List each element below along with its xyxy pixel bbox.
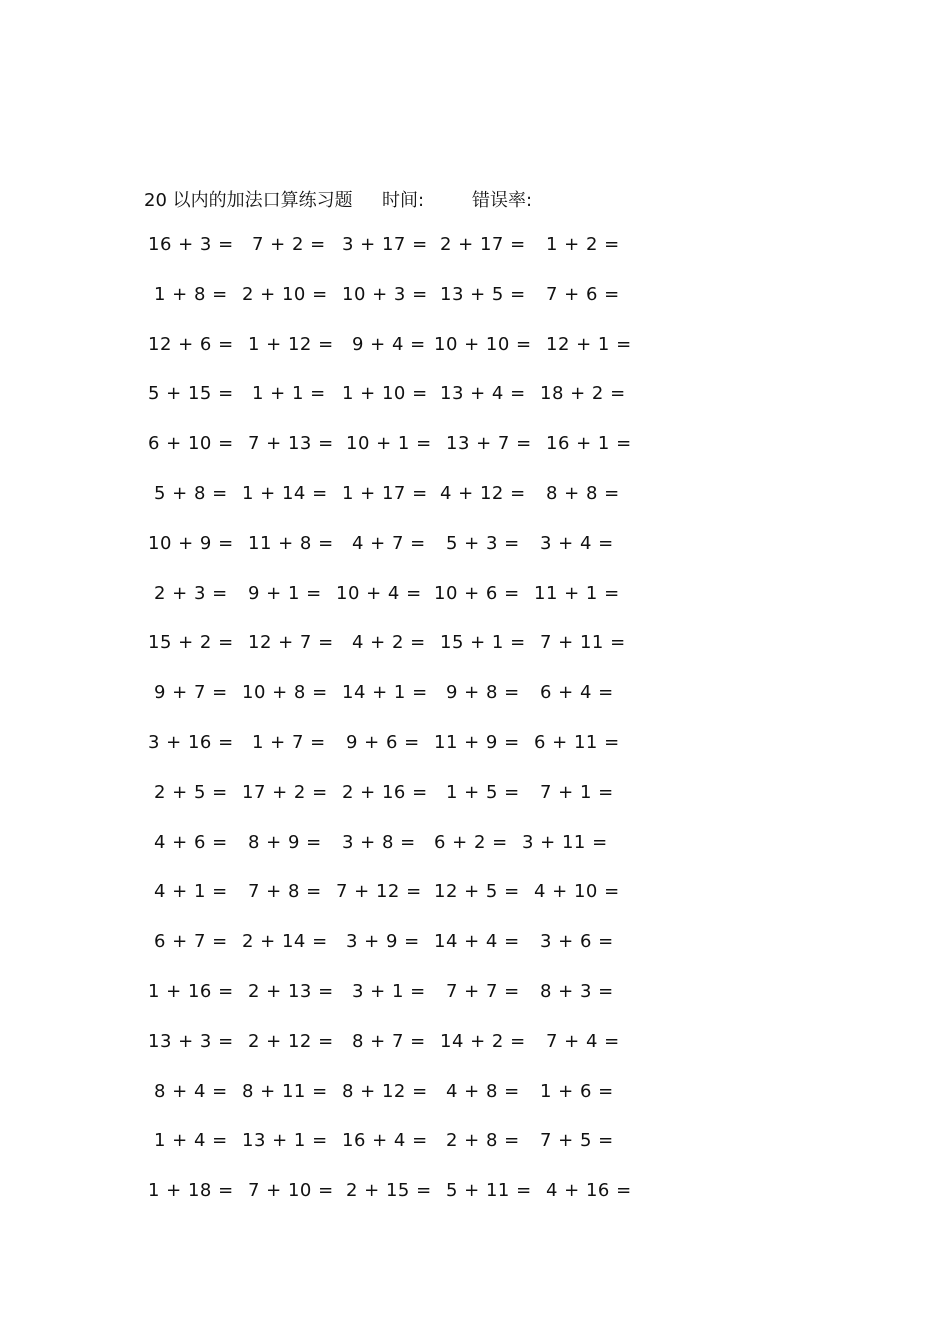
problem-cell: 4 + 1 = <box>154 881 228 903</box>
problem-cell: 3 + 11 = <box>522 831 608 853</box>
problem-row <box>148 1180 648 1230</box>
problem-cell: 9 + 6 = <box>346 731 420 753</box>
worksheet-title: 20 以内的加法口算练习题 <box>144 190 353 211</box>
problem-cell: 2 + 5 = <box>154 781 228 803</box>
problem-cell: 6 + 2 = <box>434 831 508 853</box>
problem-cell: 7 + 12 = <box>336 881 422 903</box>
problem-cell: 7 + 2 = <box>252 234 326 255</box>
problem-cell: 1 + 8 = <box>154 283 228 305</box>
problem-cell: 4 + 8 = <box>446 1080 520 1102</box>
problem-cell: 11 + 1 = <box>534 582 620 604</box>
problem-cell: 17 + 2 = <box>242 781 328 803</box>
problem-cell: 2 + 17 = <box>440 234 526 255</box>
problem-cell: 4 + 6 = <box>154 831 228 853</box>
problem-cell: 9 + 8 = <box>446 682 520 704</box>
problem-cell: 10 + 4 = <box>336 582 422 604</box>
problem-cell: 7 + 5 = <box>540 1130 614 1152</box>
problem-cell: 13 + 1 = <box>242 1130 328 1152</box>
problem-cell: 3 + 9 = <box>346 931 420 953</box>
problem-row <box>148 632 648 682</box>
problem-row <box>148 483 648 533</box>
problem-cell: 1 + 17 = <box>342 482 428 504</box>
problem-cell: 4 + 12 = <box>440 482 526 504</box>
problem-cell: 10 + 3 = <box>342 283 428 305</box>
problem-cell: 7 + 4 = <box>546 1030 620 1052</box>
problem-cell: 7 + 6 = <box>546 283 620 305</box>
problem-cell: 1 + 5 = <box>446 781 520 803</box>
problem-cell: 10 + 1 = <box>346 433 432 455</box>
problem-cell: 1 + 7 = <box>252 731 326 753</box>
problem-cell: 12 + 1 = <box>546 333 632 355</box>
problem-cell: 7 + 11 = <box>540 632 626 654</box>
problem-cell: 6 + 7 = <box>154 931 228 953</box>
problem-row <box>148 881 648 931</box>
problem-cell: 1 + 14 = <box>242 482 328 504</box>
problem-cell: 9 + 1 = <box>248 582 322 604</box>
problem-cell: 10 + 9 = <box>148 532 234 554</box>
error-rate-label: 错误率: <box>472 190 533 211</box>
problem-row <box>148 234 648 284</box>
problem-cell: 8 + 8 = <box>546 482 620 504</box>
problem-row <box>148 832 648 882</box>
problem-cell: 1 + 6 = <box>540 1080 614 1102</box>
problem-cell: 15 + 1 = <box>440 632 526 654</box>
problem-row <box>148 1081 648 1131</box>
problem-cell: 7 + 13 = <box>248 433 334 455</box>
problem-cell: 16 + 3 = <box>148 234 234 255</box>
problem-cell: 5 + 3 = <box>446 532 520 554</box>
problem-cell: 1 + 4 = <box>154 1130 228 1152</box>
problem-cell: 3 + 1 = <box>352 980 426 1002</box>
problem-cell: 14 + 2 = <box>440 1030 526 1052</box>
problem-cell: 13 + 3 = <box>148 1030 234 1052</box>
problem-cell: 1 + 2 = <box>546 234 620 255</box>
problem-cell: 4 + 16 = <box>546 1180 632 1202</box>
problem-cell: 1 + 12 = <box>248 333 334 355</box>
problem-cell: 12 + 7 = <box>248 632 334 654</box>
problem-cell: 2 + 13 = <box>248 980 334 1002</box>
problem-cell: 3 + 16 = <box>148 731 234 753</box>
problem-cell: 8 + 11 = <box>242 1080 328 1102</box>
problem-grid <box>148 234 648 1230</box>
problem-cell: 2 + 3 = <box>154 582 228 604</box>
problem-cell: 3 + 8 = <box>342 831 416 853</box>
problem-cell: 2 + 16 = <box>342 781 428 803</box>
problem-cell: 10 + 6 = <box>434 582 520 604</box>
problem-cell: 6 + 4 = <box>540 682 614 704</box>
problem-cell: 1 + 18 = <box>148 1180 234 1202</box>
problem-cell: 16 + 1 = <box>546 433 632 455</box>
problem-row <box>148 782 648 832</box>
problem-cell: 5 + 11 = <box>446 1180 532 1202</box>
problem-row <box>148 931 648 981</box>
problem-cell: 12 + 6 = <box>148 333 234 355</box>
problem-row <box>148 682 648 732</box>
problem-cell: 8 + 7 = <box>352 1030 426 1052</box>
problem-cell: 2 + 15 = <box>346 1180 432 1202</box>
problem-cell: 8 + 9 = <box>248 831 322 853</box>
problem-cell: 8 + 4 = <box>154 1080 228 1102</box>
problem-row <box>148 433 648 483</box>
problem-row <box>148 981 648 1031</box>
problem-cell: 13 + 4 = <box>440 383 526 405</box>
problem-cell: 7 + 8 = <box>248 881 322 903</box>
problem-cell: 4 + 10 = <box>534 881 620 903</box>
problem-cell: 5 + 15 = <box>148 383 234 405</box>
problem-cell: 2 + 10 = <box>242 283 328 305</box>
problem-cell: 13 + 5 = <box>440 283 526 305</box>
problem-row <box>148 1130 648 1180</box>
problem-row <box>148 732 648 782</box>
problem-row <box>148 1031 648 1081</box>
problem-row <box>148 334 648 384</box>
problem-cell: 7 + 7 = <box>446 980 520 1002</box>
problem-cell: 1 + 1 = <box>252 383 326 405</box>
problem-cell: 2 + 8 = <box>446 1130 520 1152</box>
problem-cell: 18 + 2 = <box>540 383 626 405</box>
problem-cell: 11 + 9 = <box>434 731 520 753</box>
problem-cell: 6 + 10 = <box>148 433 234 455</box>
problem-cell: 3 + 6 = <box>540 931 614 953</box>
problem-cell: 8 + 12 = <box>342 1080 428 1102</box>
problem-row <box>148 383 648 433</box>
problem-cell: 2 + 12 = <box>248 1030 334 1052</box>
problem-cell: 15 + 2 = <box>148 632 234 654</box>
problem-cell: 5 + 8 = <box>154 482 228 504</box>
problem-cell: 14 + 1 = <box>342 682 428 704</box>
problem-row <box>148 533 648 583</box>
problem-cell: 11 + 8 = <box>248 532 334 554</box>
problem-cell: 6 + 11 = <box>534 731 620 753</box>
problem-cell: 8 + 3 = <box>540 980 614 1002</box>
problem-row <box>148 583 648 633</box>
problem-cell: 7 + 1 = <box>540 781 614 803</box>
problem-cell: 10 + 10 = <box>434 333 532 355</box>
problem-cell: 10 + 8 = <box>242 682 328 704</box>
problem-cell: 2 + 14 = <box>242 931 328 953</box>
problem-cell: 1 + 16 = <box>148 980 234 1002</box>
problem-cell: 14 + 4 = <box>434 931 520 953</box>
problem-cell: 3 + 17 = <box>342 234 428 255</box>
problem-cell: 12 + 5 = <box>434 881 520 903</box>
problem-cell: 9 + 4 = <box>352 333 426 355</box>
problem-cell: 9 + 7 = <box>154 682 228 704</box>
problem-cell: 4 + 7 = <box>352 532 426 554</box>
time-label: 时间: <box>382 190 425 211</box>
problem-cell: 3 + 4 = <box>540 532 614 554</box>
problem-cell: 1 + 10 = <box>342 383 428 405</box>
problem-row <box>148 284 648 334</box>
problem-cell: 4 + 2 = <box>352 632 426 654</box>
problem-cell: 13 + 7 = <box>446 433 532 455</box>
problem-cell: 16 + 4 = <box>342 1130 428 1152</box>
problem-cell: 7 + 10 = <box>248 1180 334 1202</box>
